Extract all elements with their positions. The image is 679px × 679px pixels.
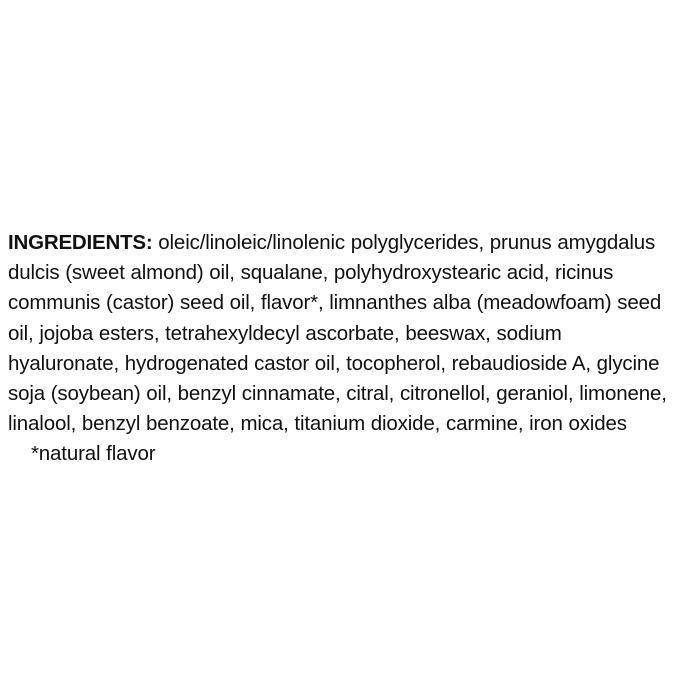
ingredients-block [8, 228, 676, 470]
ingredients-heading: INGREDIENTS: [8, 231, 153, 254]
ingredients-paragraph [8, 228, 676, 470]
ingredients-footnote: *natural flavor [8, 442, 156, 466]
ingredients-text: oleic/linoleic/linolenic polyglycerides, prunus amygdalus dulcis (sweet almond) oil, squalane, polyhydroxystearic acid, ricinus communis (castor) seed oil, flavor*, limnanthes alba (meadowfoam) seed oil, jojoba esters, tetrahexyldecyl ascorbate, beeswax, sodium hyaluronate, hydrogenated castor oil, tocopherol, rebaudioside A, glycine soja (soybean) oil, benzyl cinnamate, citral, citronellol, geraniol, limonene, linalool, benzyl benzoate, mica, titanium dioxide, carmine, iron oxides [8, 231, 667, 436]
